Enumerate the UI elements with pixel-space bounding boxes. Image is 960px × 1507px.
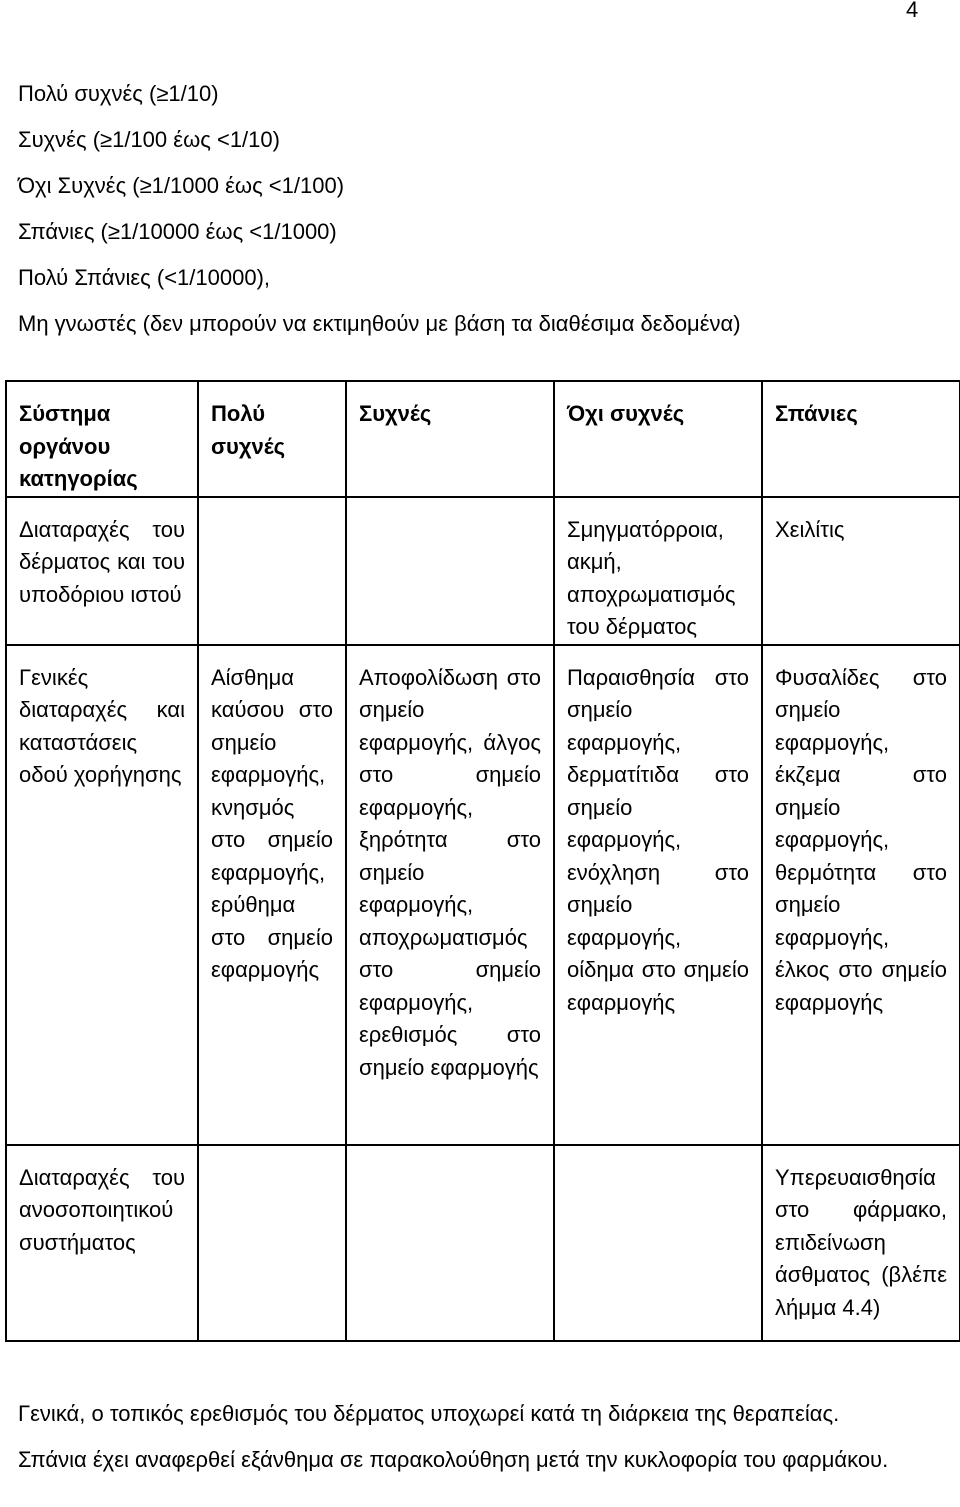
cell-system: Διαταραχές του δέρματος και του υποδόριου ιστού <box>6 497 198 645</box>
frequency-item: Συχνές (≥1/100 έως <1/10) <box>18 127 280 152</box>
cell-rare: Φυσαλίδες στο σημείο εφαρμογής, έκζεμα στο σημείο εφαρμογής, θερμότητα στο σημείο εφαρμογής, έλκος στο σημείο εφαρμογής <box>762 645 960 1145</box>
cell-system: Γενικές διαταραχές και καταστάσεις οδού χορήγησης <box>6 645 198 1145</box>
adverse-reactions-table <box>5 380 960 1342</box>
table-row <box>6 1145 960 1341</box>
header-uncommon: Όχι συχνές <box>554 381 762 497</box>
page-number: 4 <box>906 0 919 22</box>
cell-rare: Υπερευαισθησία στο φάρμακο, επιδείνωση άσθματος (βλέπε λήμμα 4.4) <box>762 1145 960 1341</box>
header-very-common: Πολύ συχνές <box>198 381 346 497</box>
header-system-organ-class: Σύστημα οργάνου κατηγορίας <box>6 381 198 497</box>
cell-uncommon <box>554 1145 762 1341</box>
cell-very-common <box>198 1145 346 1341</box>
cell-system: Διαταραχές του ανοσοποιητικού συστήματος <box>6 1145 198 1341</box>
cell-very-common <box>198 497 346 645</box>
table-header-row <box>6 381 960 497</box>
header-rare: Σπάνιες <box>762 381 960 497</box>
note-paragraph: Σπάνια έχει αναφερθεί εξάνθημα σε παρακολούθηση μετά την κυκλοφορία του φαρμάκου. <box>18 1447 889 1472</box>
header-common: Συχνές <box>346 381 554 497</box>
note-paragraph: Γενικά, ο τοπικός ερεθισμός του δέρματος υποχωρεί κατά τη διάρκεια της θεραπείας. <box>18 1401 840 1426</box>
cell-common <box>346 497 554 645</box>
table-row <box>6 645 960 1145</box>
frequency-item: Πολύ Σπάνιες (<1/10000), <box>18 265 271 290</box>
table-row <box>6 497 960 645</box>
frequency-item: Σπάνιες (≥1/10000 έως <1/1000) <box>18 219 337 244</box>
cell-common <box>346 1145 554 1341</box>
frequency-item: Όχι Συχνές (≥1/1000 έως <1/100) <box>18 173 345 198</box>
cell-very-common: Αίσθημα καύσου στο σημείο εφαρμογής, κνησμός στο σημείο εφαρμογής, ερύθημα στο σημείο εφαρμογής <box>198 645 346 1145</box>
notes <box>18 1398 918 1490</box>
cell-common: Αποφολίδωση στο σημείο εφαρμογής, άλγος στο σημείο εφαρμογής, ξηρότητα στο σημείο εφαρμογής, αποχρωματισμός στο σημείο εφαρμογής, ερεθισμός στο σημείο εφαρμογής <box>346 645 554 1145</box>
cell-uncommon: Σμηγματόρροια, ακμή, αποχρωματισμός του δέρματος <box>554 497 762 645</box>
frequency-item: Πολύ συχνές (≥1/10) <box>18 81 219 106</box>
cell-rare: Χειλίτις <box>762 497 960 645</box>
frequency-item: Μη γνωστές (δεν μπορούν να εκτιμηθούν με βάση τα διαθέσιμα δεδομένα) <box>18 311 741 336</box>
frequency-legend <box>18 78 741 354</box>
cell-uncommon: Παραισθησία στο σημείο εφαρμογής, δερματίτιδα στο σημείο εφαρμογής, ενόχληση στο σημείο εφαρμογής, οίδημα στο σημείο εφαρμογής <box>554 645 762 1145</box>
